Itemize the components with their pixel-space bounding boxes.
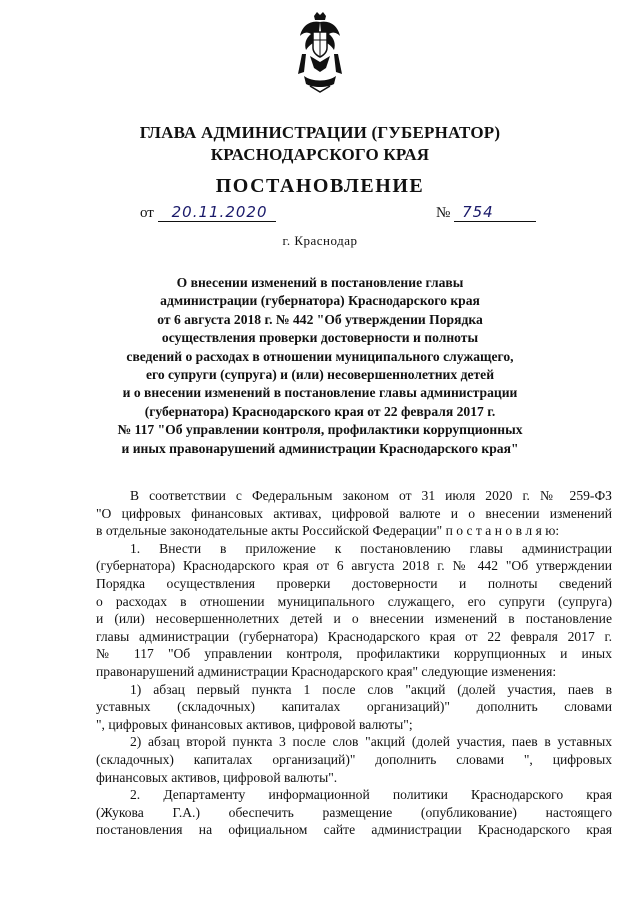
body-line: (складочных) капиталах организаций)" дополнить словами ", цифровых [96, 751, 612, 767]
authority-line-2: КРАСНОДАРСКОГО КРАЯ [210, 145, 430, 164]
title-line: О внесении изменений в постановление главы [176, 275, 464, 290]
body-line: уставных (складочных) капиталах организаций)" дополнить словами [96, 699, 612, 715]
document-body [96, 487, 612, 839]
date-row [140, 203, 276, 222]
body-line: главы администрации (губернатора) Краснодарского края от 22 февраля 2017 г. [96, 628, 612, 644]
title-line: № 117 "Об управлении контроля, профилактики коррупционных [117, 422, 523, 438]
title-line: от 6 августа 2018 г. № 442 "Об утверждении Порядка [157, 311, 483, 327]
city-label: г. Краснодар [282, 233, 358, 248]
title-line: и о внесении изменений в постановление главы администрации [122, 385, 518, 401]
body-line: № 117 "Об управлении контроля, профилактики коррупционных и иных [96, 646, 612, 662]
title-line: осуществления проверки достоверности и полноты [161, 330, 479, 346]
body-line: 2. Департаменту информационной политики Краснодарского края [130, 787, 612, 803]
date-prefix: от [140, 205, 154, 221]
body-line: финансовых активов, цифровой валюты". [96, 769, 338, 785]
authority-line-1: ГЛАВА АДМИНИСТРАЦИИ (ГУБЕРНАТОР) [139, 123, 501, 142]
handwritten-number: 754 [454, 203, 536, 222]
title-line: и иных правонарушений администрации Краснодарского края" [121, 440, 519, 456]
number-prefix: № [436, 205, 451, 221]
body-line: и (или) несовершеннолетних детей и о внесении изменений в постановление [96, 611, 612, 627]
document-type-heading: ПОСТАНОВЛЕНИЕ [215, 175, 425, 197]
body-line: 1) абзац первый пункта 1 после слов "акций (долей участия, паев в [130, 681, 612, 697]
title-line: сведений о расходах в отношении муниципального служащего, [126, 348, 514, 364]
handwritten-date: 20.11.2020 [158, 203, 276, 222]
body-line: Порядка осуществления проверки достоверности и полноты сведений [96, 575, 612, 591]
body-line: в отдельные законодательные акты Российской Федерации" п о с т а н о в л я ю: [96, 523, 560, 539]
body-line: В соответствии с Федеральным законом от 31 июля 2020 г. № 259-ФЗ [130, 488, 612, 503]
body-line: 1. Внести в приложение к постановлению главы администрации [130, 540, 612, 556]
number-row [436, 203, 536, 222]
body-line: "О цифровых финансовых активах, цифровой валюте и о внесении изменений [96, 505, 612, 521]
document-title [80, 274, 560, 458]
coat-of-arms-emblem [296, 10, 344, 94]
body-line: о расходах в отношении муниципального служащего, его супруги (супруга) [96, 593, 612, 609]
body-line: 2) абзац второй пункта 3 после слов "акций (долей участия, паев в уставных [130, 734, 612, 750]
body-line: постановления на официальном сайте администрации Краснодарского края [96, 822, 612, 838]
title-line: (губернатора) Краснодарского края от 22 февраля 2017 г. [144, 403, 496, 419]
body-line: правонарушений администрации Краснодарского края" следующие изменения: [96, 663, 557, 679]
body-line: ", цифровых финансовых активов, цифровой валюты"; [96, 716, 413, 732]
body-line: (губернатора) Краснодарского края от 6 августа 2018 г. № 442 "Об утверждении [96, 558, 612, 574]
title-line: администрации (губернатора) Краснодарского края [160, 293, 480, 309]
title-line: его супруги (супруга) и (или) несовершеннолетних детей [145, 367, 495, 383]
body-line: (Жукова Г.А.) обеспечить размещение (опубликование) настоящего [96, 804, 612, 820]
